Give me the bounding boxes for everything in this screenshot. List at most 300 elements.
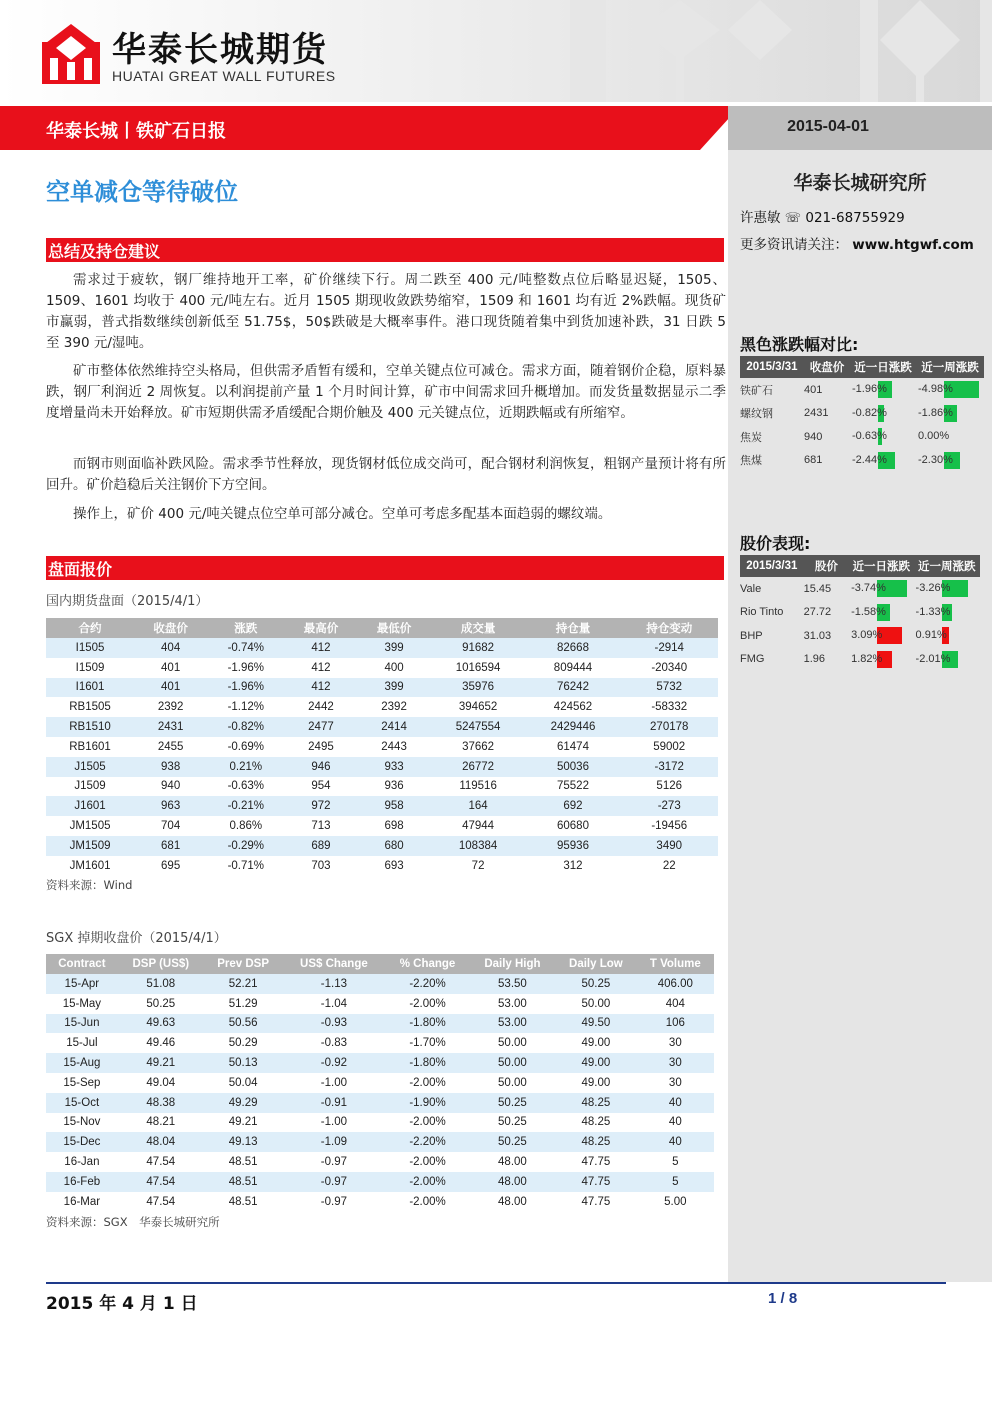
- phone-icon: ☏: [784, 211, 802, 226]
- change-cell: [914, 601, 980, 625]
- table-cell: RB1505: [69, 701, 111, 714]
- table-cell: 50.25: [146, 997, 176, 1010]
- column-header: Daily Low: [555, 954, 637, 974]
- table-cell: 2442: [308, 701, 334, 714]
- table-cell: -0.91: [282, 1093, 385, 1113]
- table-cell: 704: [161, 820, 181, 833]
- table-cell: -1.13: [282, 974, 385, 994]
- table-cell: 954: [311, 780, 331, 793]
- table-row: [46, 1172, 714, 1192]
- table-cell: 936: [384, 780, 404, 793]
- table-cell: 49.46: [146, 1037, 176, 1050]
- sgx-source: 资料来源：SGX 华泰长城研究所: [46, 1215, 220, 1229]
- phone-number: 021-68755929: [805, 210, 905, 226]
- table-row: [740, 624, 980, 648]
- table-cell: 940: [161, 780, 181, 793]
- paragraph: 需求过于疲软，钢厂维持地开工率，矿价继续下行。周二跌至 400 元/吨整数点位后略显迟疑，1505、1509、1601 均收于 400 元/吨左右。近月 1505 期现收敛跌势缩窄，1509 和 1601 均有近 2%跌幅。现货矿市赢弱，普式指数继续创新低至 51.75$，50$跌破是大概率事件。港口现货随着集中到货加速补跌，31 日跌 5 至 390 元/湿吨。: [46, 272, 726, 351]
- column-header: Contract: [46, 954, 118, 974]
- sidebar: [728, 150, 992, 1282]
- table-cell: 49.21: [228, 1116, 258, 1129]
- table-cell: -0.82%: [207, 717, 284, 737]
- table-cell: 401: [161, 661, 181, 674]
- table-row: [46, 777, 718, 797]
- column-header: 2015/3/31: [740, 555, 804, 577]
- column-header: 涨跌: [207, 618, 284, 638]
- table-row: [740, 648, 980, 672]
- row-name: BHP: [740, 629, 763, 642]
- change-value: -3.26%: [915, 582, 951, 594]
- table-cell: 48.00: [498, 1156, 527, 1169]
- table-cell: 48.38: [118, 1093, 204, 1113]
- table-row: [46, 1073, 714, 1093]
- table-cell: 5.00: [664, 1195, 687, 1208]
- table-cell: 26772: [431, 757, 526, 777]
- change-value: 0.91%: [915, 629, 947, 641]
- table-cell: 15-Dec: [46, 1132, 118, 1152]
- table-cell: J1601: [46, 796, 134, 816]
- change-cell: [850, 378, 916, 402]
- row-name: 焦煤: [740, 455, 762, 468]
- table-cell: 15-Apr: [46, 974, 118, 994]
- table-cell: 809444: [553, 661, 593, 674]
- table-row: [46, 994, 714, 1014]
- table-cell: 16-Feb: [46, 1172, 118, 1192]
- table-cell: 53.00: [498, 997, 527, 1010]
- table-cell: 47.75: [581, 1156, 611, 1169]
- table-cell: 50.04: [228, 1076, 258, 1089]
- table-cell: -2.00%: [409, 1116, 446, 1129]
- change-cell: [849, 624, 913, 648]
- paragraph: 而钢市则面临补跌风险。需求季节性释放，现货钢材低位成交尚可，配合钢材利润恢复，粗钢产量预计将有所回升。矿价趋稳后关注钢价下方空间。: [46, 456, 726, 493]
- black-comparison-heading: 黑色涨跌幅对比:: [740, 335, 859, 354]
- website-link[interactable]: www.htgwf.com: [852, 237, 974, 253]
- change-value: -1.33%: [915, 605, 951, 618]
- table-cell: 72: [471, 859, 485, 872]
- table-cell: 51.29: [228, 997, 258, 1010]
- table-header-row: [740, 555, 980, 577]
- table-cell: 963: [134, 796, 207, 816]
- table-cell: 399: [358, 638, 431, 658]
- table-cell: 119516: [459, 780, 497, 793]
- table-cell: 59002: [653, 740, 686, 753]
- table-cell: -19456: [651, 820, 688, 833]
- report-date: 2015-04-01: [787, 118, 869, 135]
- column-header: 股价: [804, 555, 849, 577]
- table-cell: 946: [284, 757, 357, 777]
- table-cell: JM1505: [69, 820, 111, 833]
- change-cell: [914, 624, 980, 648]
- table-cell: 40: [637, 1093, 714, 1113]
- table-cell: 5247554: [431, 717, 526, 737]
- table-cell: 15-Jun: [46, 1014, 118, 1034]
- row-name: 焦炭: [740, 431, 762, 444]
- table-cell: -2.00%: [409, 1195, 446, 1208]
- change-cell: [914, 577, 980, 601]
- row-name: Vale: [740, 582, 762, 595]
- table-cell: 47.75: [581, 1195, 611, 1208]
- table-cell: 50.56: [204, 1014, 283, 1034]
- table-row: [46, 836, 718, 856]
- table-cell: 15-Sep: [63, 1076, 101, 1089]
- table-row: [740, 577, 980, 601]
- table-cell: 2392: [381, 701, 407, 714]
- table-cell: 50.25: [498, 1116, 527, 1129]
- table-cell: 49.00: [581, 1037, 611, 1050]
- table-cell: 16-Mar: [63, 1195, 101, 1208]
- table-cell: 958: [358, 796, 431, 816]
- column-header: DSP (US$): [118, 954, 204, 974]
- stock-performance-table: [740, 555, 980, 671]
- table-cell: 47.75: [555, 1172, 637, 1192]
- table-cell: RB1601: [69, 740, 111, 753]
- change-cell: [916, 425, 984, 449]
- website-line: [740, 233, 974, 253]
- table-cell: -58332: [651, 701, 688, 714]
- table-cell: 47944: [462, 820, 495, 833]
- table-row: [46, 1053, 714, 1073]
- table-cell: -2.00%: [409, 997, 446, 1010]
- table-cell: 50.25: [470, 1132, 555, 1152]
- row-price: 401: [804, 383, 823, 396]
- table-cell: 5: [672, 1156, 679, 1169]
- table-cell: 50.29: [228, 1037, 258, 1050]
- table-cell: 76242: [526, 678, 621, 698]
- report-title: 华泰长城丨铁矿石日报: [46, 121, 226, 142]
- table-cell: 50.25: [470, 1093, 555, 1113]
- column-header: 近一周涨跌: [914, 555, 980, 577]
- table-cell: 95936: [526, 836, 621, 856]
- table-cell: 48.25: [581, 1116, 611, 1129]
- table-cell: 933: [358, 757, 431, 777]
- table-cell: 47.54: [146, 1156, 176, 1169]
- section-heading: 总结及持仓建议: [48, 242, 161, 261]
- table-cell: 689: [284, 836, 357, 856]
- table-cell: 52.21: [204, 974, 283, 994]
- table-cell: 48.25: [555, 1132, 637, 1152]
- table-cell: 53.00: [470, 1014, 555, 1034]
- table-cell: -0.97: [320, 1156, 347, 1169]
- table-cell: -0.97: [282, 1172, 385, 1192]
- table-row: [46, 638, 718, 658]
- table-cell: 400: [384, 661, 404, 674]
- table-header-row: [46, 618, 718, 638]
- analyst-name: 许惠敏: [740, 210, 781, 226]
- table-cell: 91682: [431, 638, 526, 658]
- change-value: 3.09%: [851, 629, 883, 641]
- table-cell: 22: [662, 859, 676, 872]
- table-cell: -1.80%: [385, 1053, 469, 1073]
- table-cell: 50.00: [470, 1053, 555, 1073]
- row-name: FMG: [740, 653, 765, 666]
- row-name: Rio Tinto: [740, 606, 784, 619]
- table-cell: -0.83: [320, 1037, 347, 1050]
- table-cell: 2495: [308, 740, 334, 753]
- analyst-contact: [740, 206, 905, 226]
- domestic-futures-table: [46, 618, 718, 876]
- table-cell: 48.21: [146, 1116, 176, 1129]
- table-cell: -0.93: [282, 1014, 385, 1034]
- change-cell: [850, 449, 916, 473]
- table-cell: 2431: [134, 717, 207, 737]
- table-cell: 15-Jul: [66, 1037, 98, 1050]
- table-row: [46, 697, 718, 717]
- table-cell: 394652: [458, 701, 498, 714]
- brand-name-cn: 华泰长城期货: [112, 30, 328, 70]
- table-cell: 2477: [284, 717, 357, 737]
- table-cell: I1601: [46, 678, 134, 698]
- change-value: -1.96%: [852, 383, 887, 395]
- table-cell: 2392: [157, 701, 184, 714]
- change-value: -2.01%: [915, 652, 951, 665]
- table-cell: 30: [668, 1037, 682, 1050]
- table-cell: 48.04: [118, 1132, 204, 1152]
- table-cell: 2455: [157, 740, 184, 753]
- column-header: 2015/3/31: [740, 356, 804, 378]
- table-cell: 270178: [620, 717, 718, 737]
- section-quotes: [46, 556, 724, 580]
- table-cell: -1.04: [320, 997, 347, 1010]
- change-cell: [849, 601, 913, 625]
- table-cell: 40: [668, 1116, 682, 1129]
- table-cell: 75522: [556, 780, 589, 793]
- table-row: [46, 658, 718, 678]
- table-cell: 60680: [556, 820, 589, 833]
- table-cell: -1.90%: [385, 1093, 469, 1113]
- table-cell: 15-May: [62, 997, 102, 1010]
- table-cell: 49.04: [146, 1076, 176, 1089]
- table-cell: -1.09: [282, 1132, 385, 1152]
- table-cell: 5: [637, 1172, 714, 1192]
- table-row: [46, 856, 718, 876]
- table-cell: RB1510: [46, 717, 134, 737]
- table-cell: -273: [620, 796, 718, 816]
- table-cell: -0.92: [282, 1053, 385, 1073]
- table-cell: 698: [384, 820, 404, 833]
- table-cell: -0.29%: [207, 836, 284, 856]
- table-cell: 164: [431, 796, 526, 816]
- table-row: [46, 816, 718, 836]
- more-info-label: 更多资讯请关注：: [740, 237, 848, 253]
- table-cell: 50.25: [555, 974, 637, 994]
- table-row: [46, 1113, 714, 1133]
- table-cell: 412: [284, 638, 357, 658]
- table-cell: 50.00: [498, 1037, 527, 1050]
- table-cell: 0.21%: [207, 757, 284, 777]
- report-header: [0, 0, 992, 102]
- table-cell: 47.54: [118, 1172, 204, 1192]
- table-cell: JM1509: [46, 836, 134, 856]
- table-row: [46, 1093, 714, 1113]
- paragraph: 矿市整体依然维持空头格局，但供需矛盾暂有缓和，空单关键点位可减仓。需求方面，随着钢价企稳，原料暴跌，钢厂利润近 2 周恢复。以利润提前产量 1 个月时间计算，矿市中间需求回升概增加。而发货量数据显示二季度增量尚未开始释放。矿市短期供需矛盾缓配合期价触及 400 元关键点位，近期跌幅或有所缩窄。: [46, 363, 726, 421]
- column-header: 近一日涨跌: [850, 356, 916, 378]
- table-cell: -2.00%: [409, 1076, 446, 1089]
- table-cell: 2414: [358, 717, 431, 737]
- brand-name-en: HUATAI GREAT WALL FUTURES: [112, 68, 336, 84]
- table-cell: -2.00%: [385, 1172, 469, 1192]
- table-cell: 61474: [556, 740, 589, 753]
- table-cell: I1505: [46, 638, 134, 658]
- row-price: 31.03: [803, 629, 832, 642]
- row-name: 螺纹钢: [740, 408, 773, 421]
- table-cell: 30: [668, 1076, 682, 1089]
- change-value: -0.82%: [852, 406, 887, 419]
- table-cell: 404: [134, 638, 207, 658]
- table-cell: -3172: [620, 757, 718, 777]
- table-row: [46, 974, 714, 994]
- table-cell: 108384: [431, 836, 526, 856]
- table-cell: 713: [311, 820, 331, 833]
- table-cell: 404: [665, 997, 685, 1010]
- table-row: [46, 717, 718, 737]
- column-header: 最高价: [284, 618, 357, 638]
- table-row: [46, 796, 718, 816]
- table-cell: JM1601: [69, 859, 111, 872]
- table-cell: 5126: [656, 780, 683, 793]
- table-header-row: [46, 954, 714, 974]
- table-row: [46, 1014, 714, 1034]
- table-cell: 16-Jan: [64, 1156, 100, 1169]
- row-price: 2431: [804, 407, 829, 420]
- institute-name: 华泰长城研究所: [793, 172, 927, 194]
- row-name: 铁矿石: [740, 384, 773, 397]
- table-cell: 40: [637, 1132, 714, 1152]
- row-price: 1.96: [803, 653, 826, 666]
- table-cell: -0.97: [320, 1195, 347, 1208]
- table-cell: 37662: [462, 740, 495, 753]
- column-header: 最低价: [358, 618, 431, 638]
- column-header: US$ Change: [282, 954, 385, 974]
- table-row: [46, 1132, 714, 1152]
- table-cell: -0.71%: [227, 859, 265, 872]
- table-cell: 938: [134, 757, 207, 777]
- change-value: 0.00%: [918, 430, 950, 442]
- table-row: [740, 425, 984, 449]
- table-cell: 49.63: [118, 1014, 204, 1034]
- table-cell: 49.21: [118, 1053, 204, 1073]
- table-cell: 15-Oct: [46, 1093, 118, 1113]
- table-cell: -1.96%: [207, 678, 284, 698]
- column-header: 持仓变动: [620, 618, 718, 638]
- table-cell: 680: [358, 836, 431, 856]
- column-header: % Change: [385, 954, 469, 974]
- column-header: 收盘价: [804, 356, 850, 378]
- table-cell: -2.20%: [385, 974, 469, 994]
- change-cell: [916, 449, 984, 473]
- paragraph: 操作上，矿价 400 元/吨关键点位空单可部分减仓。空单可考虑多配基本面趋弱的螺纹端。: [73, 506, 612, 522]
- table-cell: 412: [311, 661, 331, 674]
- column-header: Prev DSP: [204, 954, 283, 974]
- table-cell: 49.13: [204, 1132, 283, 1152]
- change-cell: [850, 425, 916, 449]
- row-price: 27.72: [803, 606, 832, 619]
- column-header: Daily High: [470, 954, 555, 974]
- sgx-swap-table: [46, 954, 714, 1212]
- table-row: [740, 402, 984, 426]
- table-cell: 49.00: [581, 1076, 611, 1089]
- change-value: -4.98%: [918, 383, 953, 395]
- table-cell: 693: [384, 859, 404, 872]
- table-cell: 2443: [381, 740, 407, 753]
- table-cell: 53.50: [470, 974, 555, 994]
- table-row: [46, 1033, 714, 1053]
- table-cell: -0.63%: [227, 780, 265, 793]
- row-price: 940: [804, 430, 823, 443]
- table-cell: 703: [311, 859, 331, 872]
- table-cell: 5732: [620, 678, 718, 698]
- table-cell: -1.12%: [227, 701, 265, 714]
- table-cell: 15-Nov: [63, 1116, 101, 1129]
- row-price: 15.45: [803, 582, 832, 595]
- table-header-row: [740, 356, 984, 378]
- table-cell: 106: [637, 1014, 714, 1034]
- column-header: 合约: [46, 618, 134, 638]
- column-header: 近一周涨跌: [916, 356, 984, 378]
- table-cell: I1509: [75, 661, 105, 674]
- table-cell: 47.54: [146, 1195, 176, 1208]
- change-value: -1.86%: [918, 406, 953, 419]
- change-cell: [850, 402, 916, 426]
- table-cell: -0.69%: [227, 740, 265, 753]
- table-row: [46, 737, 718, 757]
- table-cell: 50.00: [581, 997, 611, 1010]
- column-header: 成交量: [431, 618, 526, 638]
- table-cell: 692: [526, 796, 621, 816]
- table-cell: 424562: [553, 701, 593, 714]
- table-row: [46, 1152, 714, 1172]
- footer-date: 2015 年 4 月 1 日: [46, 1294, 198, 1314]
- table-cell: 50.00: [498, 1076, 527, 1089]
- table-cell: J1505: [46, 757, 134, 777]
- table-cell: 1016594: [455, 661, 501, 674]
- table-cell: -2.00%: [409, 1156, 446, 1169]
- table-cell: -2914: [620, 638, 718, 658]
- table-cell: 399: [358, 678, 431, 698]
- table-cell: 49.50: [555, 1014, 637, 1034]
- table-cell: 2429446: [526, 717, 621, 737]
- table-cell: 48.00: [470, 1172, 555, 1192]
- table-cell: 48.00: [498, 1195, 527, 1208]
- company-logo-icon: [42, 24, 100, 84]
- table-cell: J1509: [74, 780, 106, 793]
- change-value: -1.58%: [851, 605, 886, 618]
- change-cell: [916, 402, 984, 426]
- building-decoration: [420, 0, 992, 102]
- table-cell: 35976: [431, 678, 526, 698]
- change-value: -0.63%: [852, 430, 887, 442]
- table-cell: -1.80%: [385, 1014, 469, 1034]
- table-row: [740, 601, 980, 625]
- table-cell: 50036: [526, 757, 621, 777]
- table-cell: 15-Aug: [46, 1053, 118, 1073]
- table-row: [46, 678, 718, 698]
- section-heading: 盘面报价: [48, 560, 113, 579]
- table-cell: -1.00: [320, 1116, 347, 1129]
- column-header: 近一日涨跌: [849, 555, 913, 577]
- change-cell: [914, 648, 980, 672]
- stock-performance-heading: 股价表现:: [740, 534, 811, 553]
- table-cell: 48.51: [228, 1195, 258, 1208]
- table-cell: 0.86%: [229, 820, 263, 833]
- table-cell: -0.74%: [207, 638, 284, 658]
- table-cell: 681: [134, 836, 207, 856]
- section-summary: [46, 238, 724, 262]
- table-cell: 49.00: [555, 1053, 637, 1073]
- domestic-source: 资料来源：Wind: [46, 878, 133, 892]
- change-value: -2.30%: [918, 453, 953, 466]
- page-title: 空单减仓等待破位: [46, 178, 238, 206]
- change-value: -3.74%: [851, 582, 886, 594]
- table-cell: 3490: [620, 836, 718, 856]
